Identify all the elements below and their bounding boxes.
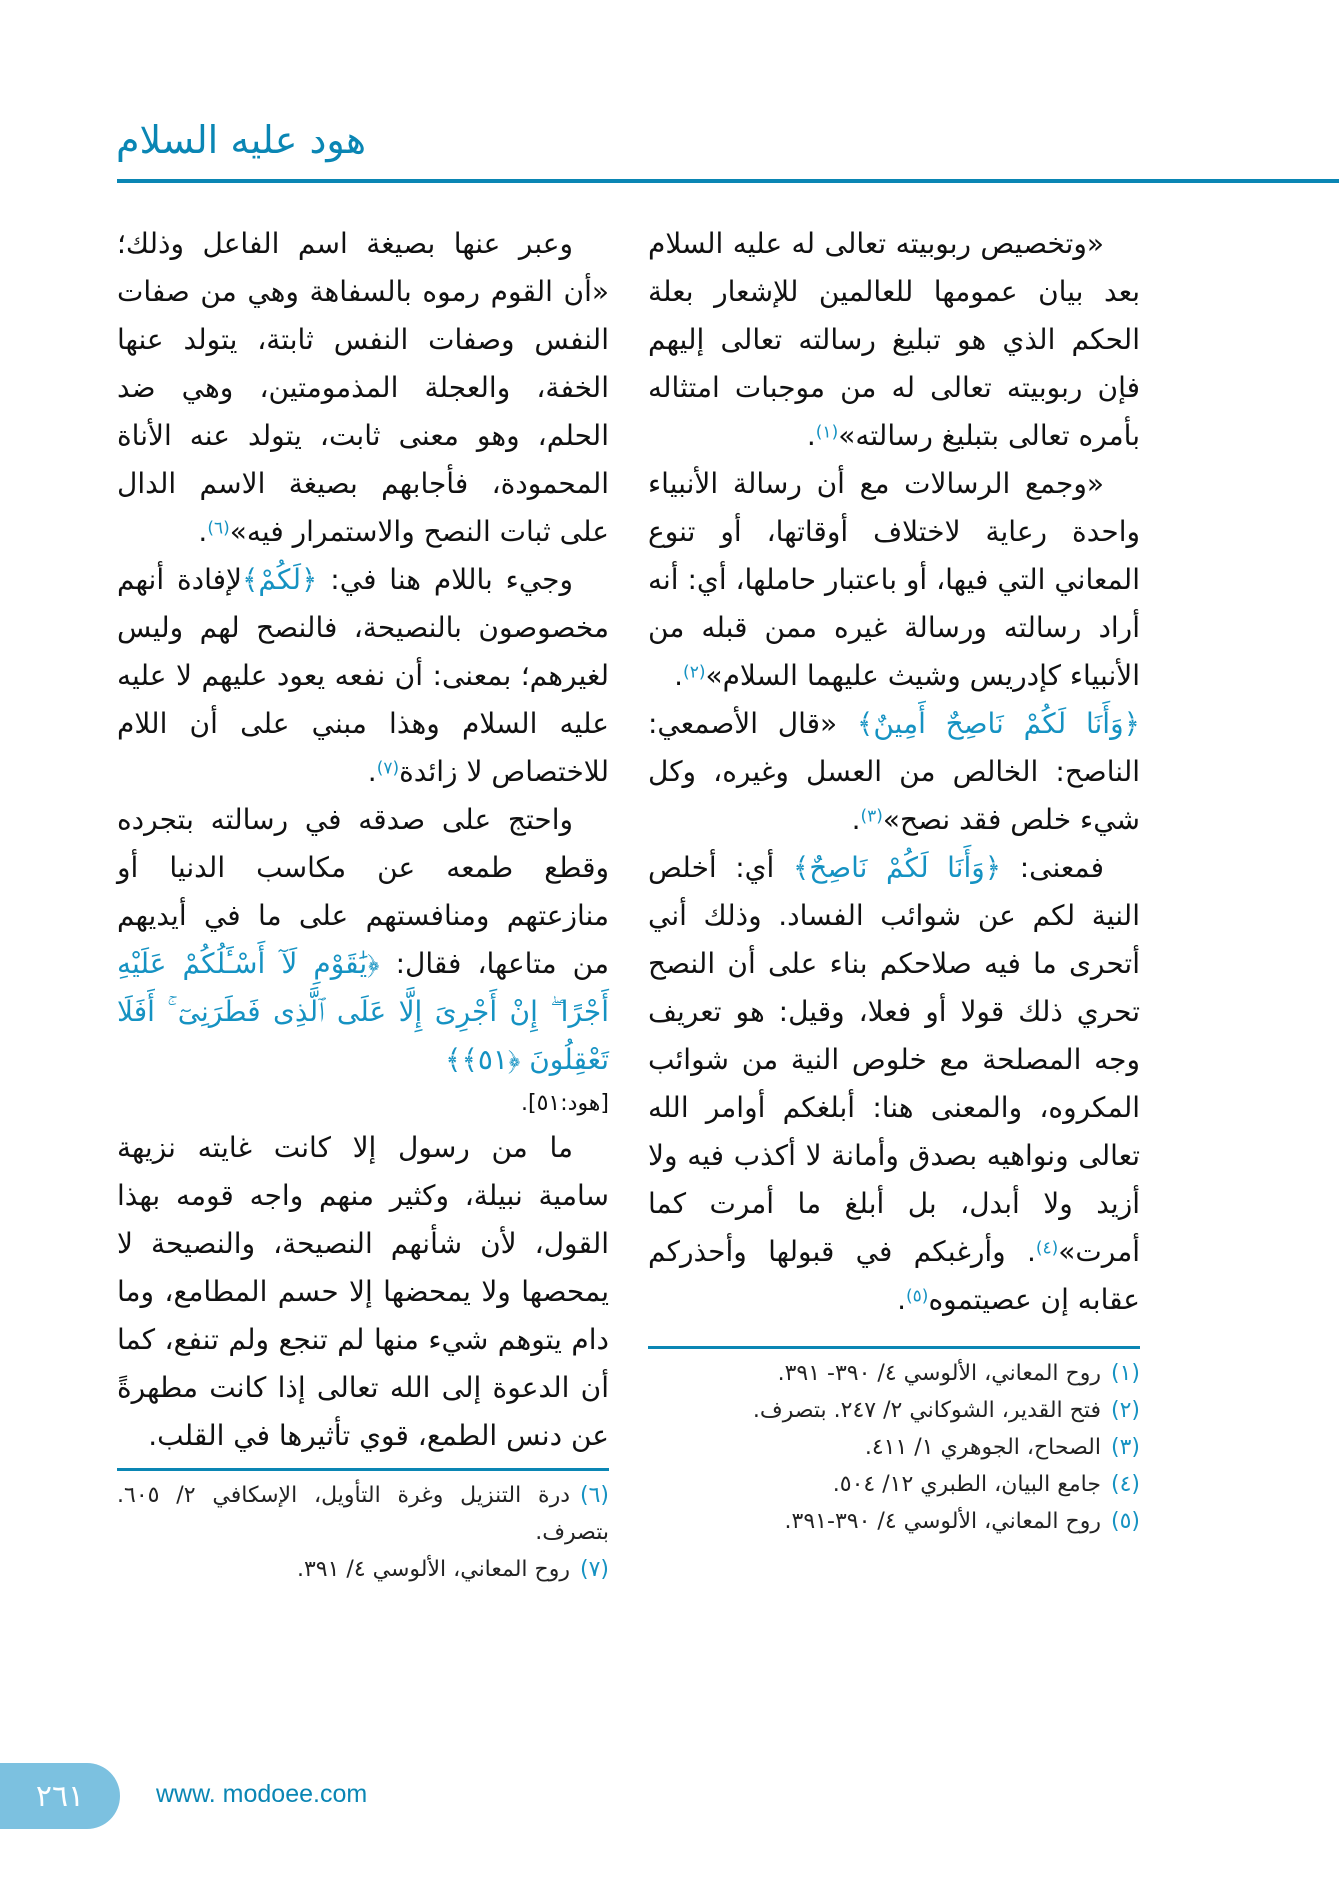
footnote-ref[interactable]: (٧) [376,758,400,779]
footnote-ref[interactable]: (٥) [906,1286,929,1307]
right-column [648,220,1140,1540]
punct: . [198,515,208,548]
footnote-number: (٢) [1110,1398,1140,1423]
verse-reference: [هود:٥١]. [521,1091,609,1116]
quran-verse: ﴿يَٰقَوْمِ لَآ أَسْـَٔلُكُمْ عَلَيْهِ أَجْرًا ۖ إِنْ أَجْرِىَ إِلَّا عَلَى ٱلَّذِى فَطَرَنِىٓ ۚ أَفَلَا تَعْقِلُونَ ﴿٥١﴾﴾ [117,947,609,1076]
footnote [117,1551,609,1588]
paragraph-text: وعبر عنها بصيغة اسم الفاعل وذلك؛ «أن القوم رموه بالسفاهة وهي من صفات النفس وصفات النفس ثابتة، يتولد عنها الخفة، والعجلة المذمومتين، وهي ضد الحلم، وهو معنى ثابت، يتولد عنه الأناة المحمودة، فأجابهم بصيغة الاسم الدال على ثبات النصح والاستمرار فيه» [117,227,609,548]
footnote [648,1466,1140,1503]
chapter-title: هود عليه السلام [116,118,367,162]
website-link[interactable]: www. modoee.com [156,1780,368,1808]
paragraph-text: . وأرغبكم في قبولها وأحذركم عقابه إن عصيتموه [648,1235,1140,1316]
footnote-ref[interactable]: (٢) [683,662,706,683]
paragraph-text: «وتخصيص ربوبيته تعالى له عليه السلام بعد بيان عمومها للعالمين للإشعار بعلة الحكم الذي هو تبليغ رسالته تعالى إليهم فإن ربوبيته تعالى له من موجبات امتثاله بأمره تعالى بتبليغ رسالته» [648,227,1140,452]
paragraph [117,220,609,556]
footnote-ref[interactable]: (١) [815,422,839,443]
footnote-text: فتح القدير، الشوكاني ٢/ ٢٤٧. بتصرف. [752,1398,1101,1423]
punct: . [367,755,377,788]
left-column [117,220,609,1588]
quran-verse: ﴿وَأَنَا لَكُمْ نَاصِحٌ أَمِينٌ﴾ [856,707,1141,740]
footnotes [648,1355,1140,1540]
punct: . [806,419,816,452]
footnote-text: روح المعاني، الألوسي ٤/ ٣٩٠-٣٩١. [784,1509,1101,1534]
paragraph-text: وجيء باللام هنا في: [317,563,573,596]
paragraph-text: لإفادة أنهم مخصوصون بالنصيحة، فالنصح لهم وليس لغيرهم؛ بمعنى: أن نفعه يعود عليهم لا عليه عليه السلام وهذا مبني على أن اللام للاختصاص لا زائدة [117,563,609,788]
footnote-text: روح المعاني، الألوسي ٤/ ٣٩٠- ٣٩١. [777,1361,1101,1386]
paragraph-text: أي: أخلص النية لكم عن شوائب الفساد. وذلك أني أتحرى ما فيه صلاحكم بناء على أن النصح تحري ذلك قولا أو فعلا، وقيل: هو تعريف وجه المصلحة مع خلوص النية من شوائب المكروه، والمعنى هنا: أبلغكم أوامر الله تعالى ونواهيه بصدق وأمانة لا أكذب فيه ولا أزيد ولا أبدل، بل أبلغ ما أمرت كما أمرت» [648,851,1140,1268]
paragraph [117,796,609,1084]
footnote-text: جامع البيان، الطبري ١٢/ ٥٠٤. [832,1472,1101,1497]
footnote-divider [648,1346,1140,1349]
footnote-text: درة التنزيل وغرة التأويل، الإسكافي ٢/ ٦٠٥. بتصرف. [117,1483,609,1545]
punct: . [851,803,861,836]
footnote-ref[interactable]: (٤) [1035,1238,1059,1259]
page-number: ٢٦١ [0,1763,120,1829]
footnote [117,1477,609,1551]
footnotes [117,1477,609,1588]
paragraph [117,1124,609,1460]
footnote-number: (٧) [579,1557,609,1582]
footnote [648,1392,1140,1429]
header-divider [117,179,1339,183]
footnote-number: (٤) [1110,1472,1140,1497]
paragraph [648,844,1140,1324]
paragraph-text: «وجمع الرسالات مع أن رسالة الأنبياء واحدة رعاية لاختلاف أوقاتها، أو تنوع المعاني التي فيها، أو باعتبار حاملها، أي: أنه أراد رسالته ورسالة غيره ممن قبله من الأنبياء كإدريس وشيث عليهما السلام» [648,467,1140,692]
paragraph-text: واحتج على صدقه في رسالته بتجرده وقطع طمعه عن مكاسب الدنيا أو منازعتهم ومنافستهم على ما في أيديهم من متاعها، فقال: [117,803,609,980]
footnote-number: (١) [1110,1361,1140,1386]
footnote [648,1355,1140,1392]
footnote-ref[interactable]: (٦) [207,518,230,539]
paragraph-text: «قال الأصمعي: الناصح: الخالص من العسل وغيره، وكل شيء خلص فقد نصح» [648,707,1140,836]
paragraph [117,556,609,796]
footnote-ref[interactable]: (٣) [860,806,883,827]
footnote-divider [117,1468,609,1471]
paragraph [648,460,1140,700]
punct: . [674,659,684,692]
footnote-text: الصحاح، الجوهري ١/ ٤١١. [864,1435,1101,1460]
footnote-number: (٥) [1110,1509,1140,1534]
paragraph-text: ما من رسول إلا كانت غايته نزيهة سامية نبيلة، وكثير منهم واجه قومه بهذا القول، لأن شأنهم النصيحة، والنصيحة لا يمحصها ولا يمحضها إلا حسم المطامع، وما دام يتوهم شيء منها لم تنجع ولم تنفع، كما أن الدعوة إلى الله تعالى إذا كانت مطهرةً عن دنس الطمع، قوي تأثيرها في القلب. [117,1131,609,1452]
footnote-number: (٦) [580,1483,610,1508]
paragraph [648,220,1140,460]
quran-verse: ﴿لَكُمْ﴾ [242,563,318,596]
footnote-number: (٣) [1110,1435,1140,1460]
punct: . [897,1283,907,1316]
footnote [648,1503,1140,1540]
paragraph-text: فمعنى: [1001,851,1105,884]
paragraph [648,700,1140,844]
footnote [648,1429,1140,1466]
footnote-text: روح المعاني، الألوسي ٤/ ٣٩١. [296,1557,570,1582]
quran-verse: ﴿وَأَنَا لَكُمْ نَاصِحٌ﴾ [792,851,1002,884]
